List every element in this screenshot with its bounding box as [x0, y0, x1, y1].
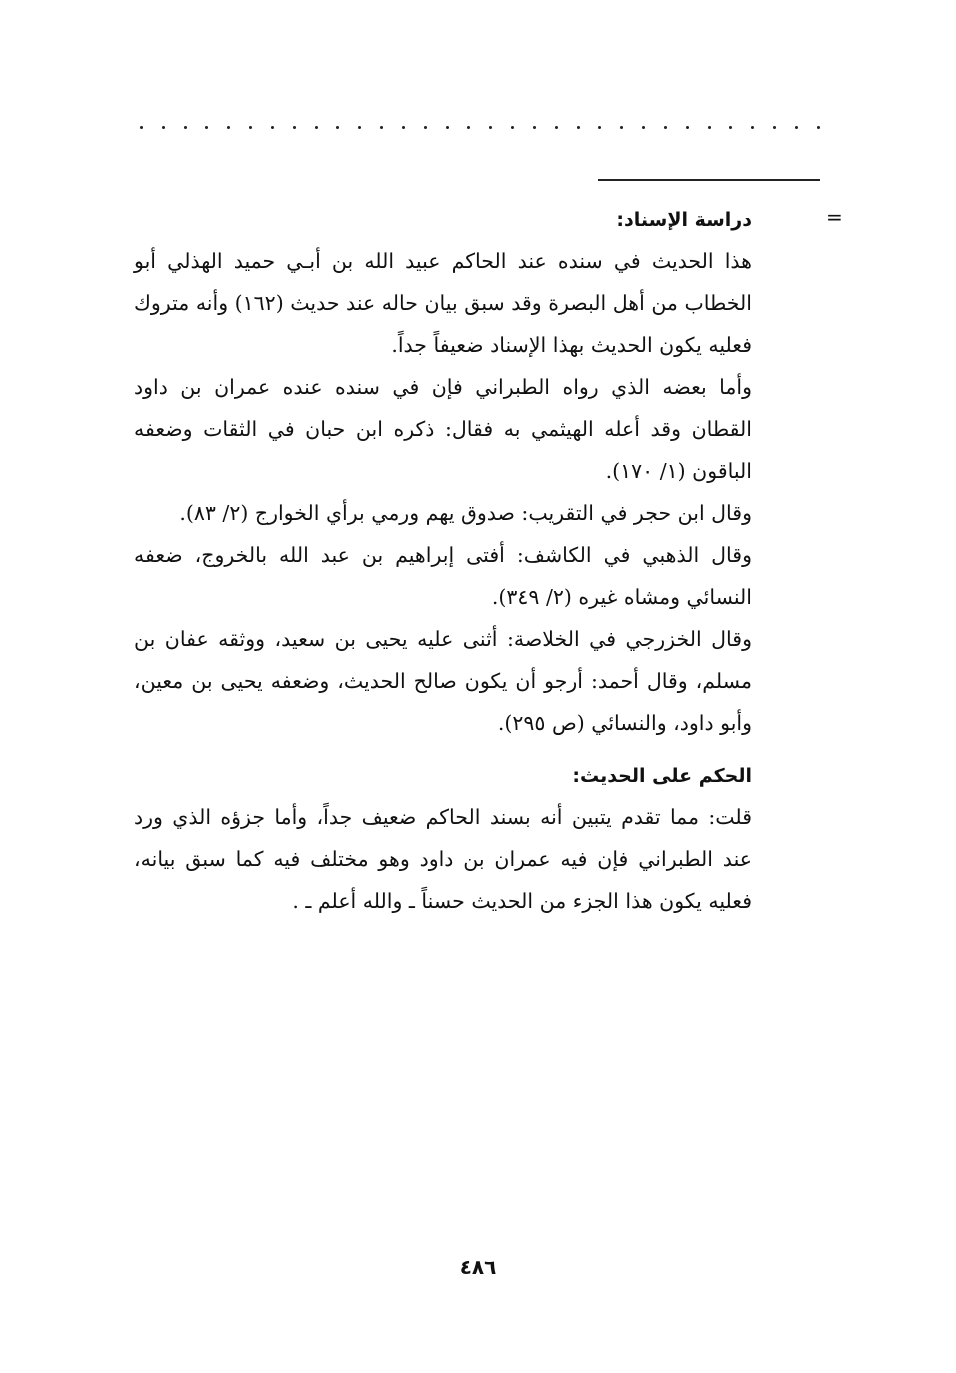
margin-mark: =	[826, 205, 843, 229]
separator-dot	[467, 126, 470, 129]
separator-dot	[315, 126, 318, 129]
separator-dot	[511, 126, 514, 129]
separator-dot	[446, 126, 449, 129]
short-rule	[598, 179, 820, 181]
page-number: ٤٨٦	[459, 1255, 497, 1279]
separator-dot	[533, 126, 536, 129]
separator-dot	[140, 126, 143, 129]
separator-dot	[795, 126, 798, 129]
separator-dot	[729, 126, 732, 129]
separator-dot	[424, 126, 427, 129]
heading-isnad: دراسة الإسناد:	[616, 209, 752, 231]
separator-dot	[555, 126, 558, 129]
separator-dot	[227, 126, 230, 129]
separator-dot	[358, 126, 361, 129]
separator-dot	[686, 126, 689, 129]
separator-dot	[380, 126, 383, 129]
separator-dot	[751, 126, 754, 129]
separator-dot	[249, 126, 252, 129]
isnad-paragraph: وقال الذهبي في الكاشف: أفتى إبراهيم بن عبد الله بالخروج، ضعفه النسائي ومشاه غيره (٢/ ٣٤٩).	[134, 543, 752, 609]
hukm-paragraph: قلت: مما تقدم يتبين أنه بسند الحاكم ضعيف جداً، وأما جزؤه الذي ورد عند الطبراني فإن فيه عمران بن داود وهو مختلف فيه كما سبق بيانه، فعليه يكون هذا الجزء من الحديث حسناً ـ والله أعلم ـ .	[134, 805, 752, 913]
dotted-separator	[140, 120, 820, 134]
separator-dot	[664, 126, 667, 129]
isnad-paragraph: وقال ابن حجر في التقريب: صدوق يهم ورمي برأي الخوارج (٢/ ٨٣).	[179, 501, 752, 525]
separator-dot	[708, 126, 711, 129]
separator-dot	[271, 126, 274, 129]
isnad-paragraph: وقال الخزرجي في الخلاصة: أثنى عليه يحيى بن سعيد، ووثقه عفان بن مسلم، وقال أحمد: أرجو أن يكون صالح الحديث، وضعفه يحيى بن معين، وأبو داود، والنسائي (ص ٢٩٥).	[134, 627, 752, 735]
separator-dot	[162, 126, 165, 129]
separator-dot	[402, 126, 405, 129]
heading-hukm: الحكم على الحديث:	[572, 765, 752, 787]
main-text	[134, 200, 752, 922]
separator-dot	[205, 126, 208, 129]
separator-dot	[577, 126, 580, 129]
separator-dot	[489, 126, 492, 129]
isnad-paragraph: وأما بعضه الذي رواه الطبراني فإن في سنده عنده عمران بن داود القطان وقد أعله الهيثمي به فقال: ذكره ابن حبان في الثقات وضعفه الباقون (١/ ١٧٠).	[134, 375, 752, 483]
separator-dot	[817, 126, 820, 129]
separator-dot	[642, 126, 645, 129]
separator-dot	[184, 126, 187, 129]
isnad-paragraph: هذا الحديث في سنده عند الحاكم عبيد الله بن أبـي حميد الهذلي أبو الخطاب من أهل البصرة وقد سبق بيان حاله عند حديث (١٦٢) وأنه متروك فعليه يكون الحديث بهذا الإسناد ضعيفاً جداً.	[134, 249, 752, 357]
separator-dot	[598, 126, 601, 129]
separator-dot	[620, 126, 623, 129]
separator-dot	[336, 126, 339, 129]
separator-dot	[773, 126, 776, 129]
separator-dot	[293, 126, 296, 129]
